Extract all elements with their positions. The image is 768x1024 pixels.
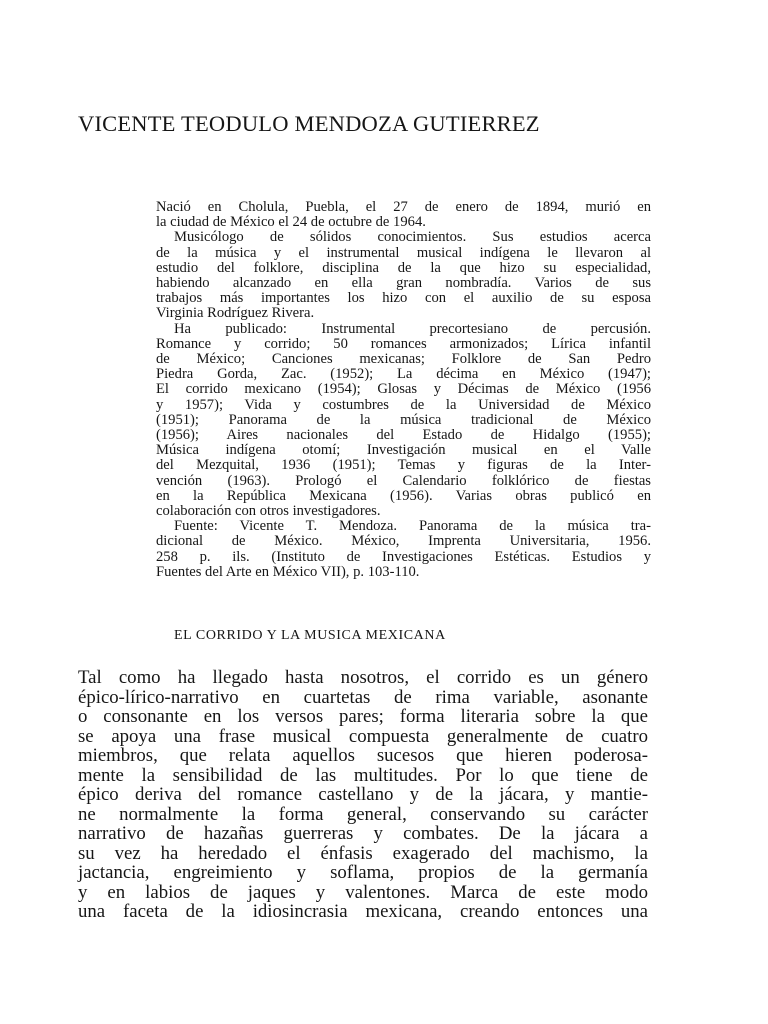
body-line: mente la sensibilidad de las multitudes. Por lo que tiene de [78, 764, 648, 786]
bio-line: y 1957); Vida y costumbres de la Universidad de México [156, 396, 651, 413]
bio-line: Música indígena otomí; Investigación musical en el Valle [156, 442, 651, 459]
bio-line: Fuente: Vicente T. Mendoza. Panorama de la música tra- [174, 518, 651, 535]
bio-line: El corrido mexicano (1954); Glosas y Décimas de México (1956 [156, 381, 651, 398]
bio-line: dicional de México. México, Imprenta Universitaria, 1956. [156, 533, 651, 550]
bio-line: Virginia Rodríguez Rivera. [156, 305, 315, 322]
body-line: épico-lírico-narrativo en cuartetas de rima variable, asonante [78, 686, 648, 708]
bio-line: Ha publicado: Instrumental precortesiano de percusión. [174, 320, 651, 337]
bio-line: trabajos más importantes los hizo con el auxilio de su esposa [156, 290, 651, 307]
section-heading: EL CORRIDO Y LA MUSICA MEXICANA [174, 628, 446, 643]
bio-line: Nació en Cholula, Puebla, el 27 de enero de 1894, murió en [156, 199, 651, 215]
bio-line: en la República Mexicana (1956). Varias obras publicó en [156, 487, 651, 504]
bio-line: Piedra Gorda, Zac. (1952); La décima en México (1947); [156, 366, 651, 383]
bio-line: estudio del folklore, disciplina de la que hizo su especialidad, [156, 259, 651, 276]
body-line: jactancia, engreimiento y soflama, propios de la germanía [78, 862, 648, 883]
bio-line: del Mezquital, 1936 (1951); Temas y figuras de la Inter- [156, 457, 651, 474]
body-line: narrativo de hazañas guerreras y combates. De la jácara a [78, 823, 648, 844]
bio-line: de México; Canciones mexicanas; Folklore de San Pedro [156, 351, 651, 368]
body-line: Tal como ha llegado hasta nosotros, el corrido es un género [78, 667, 648, 688]
bio-line: (1956); Aires nacionales del Estado de Hidalgo (1955); [156, 427, 651, 444]
body-line: o consonante en los versos pares; forma literaria sobre la que [78, 706, 648, 727]
body-line: su vez ha heredado el énfasis exagerado del machismo, la [78, 842, 648, 864]
bio-line: colaboración con otros investigadores. [156, 503, 381, 520]
body-line: ne normalmente la forma general, conservando su carácter [78, 803, 648, 825]
bio-line: Romance y corrido; 50 romances armonizados; Lírica infantil [156, 335, 651, 352]
bio-line: vención (1963). Prologó el Calendario folklórico de fiestas [156, 472, 651, 489]
body-line: una faceta de la idiosincrasia mexicana, creando entonces una [78, 901, 648, 922]
bio-line: Musicólogo de sólidos conocimientos. Sus estudios acerca [174, 229, 651, 246]
body-line: se apoya una frase musical compuesta generalmente de cuatro [78, 725, 648, 747]
body-line: y en labios de jaques y valentones. Marca de este modo [78, 881, 648, 903]
body-line: épico deriva del romance castellano y de la jácara, y mantie- [78, 784, 648, 805]
body-paragraph [78, 668, 648, 922]
bio-line: la ciudad de México el 24 de octubre de 1964. [156, 214, 426, 231]
bio-line: habiendo alcanzado en ella gran nombradía. Varios de sus [156, 275, 651, 292]
bio-line: 258 p. ils. (Instituto de Investigaciones Estéticas. Estudios y [156, 548, 651, 565]
page-title: VICENTE TEODULO MENDOZA GUTIERREZ [78, 111, 540, 136]
bio-line: Fuentes del Arte en México VII), p. 103-110. [156, 563, 420, 580]
body-line: miembros, que relata aquellos sucesos que hieren poderosa- [78, 745, 648, 766]
biography-block [156, 200, 651, 580]
bio-line: de la música y el instrumental musical indígena le llevaron al [156, 244, 651, 261]
bio-line: (1951); Panorama de la música tradicional de México [156, 411, 651, 428]
